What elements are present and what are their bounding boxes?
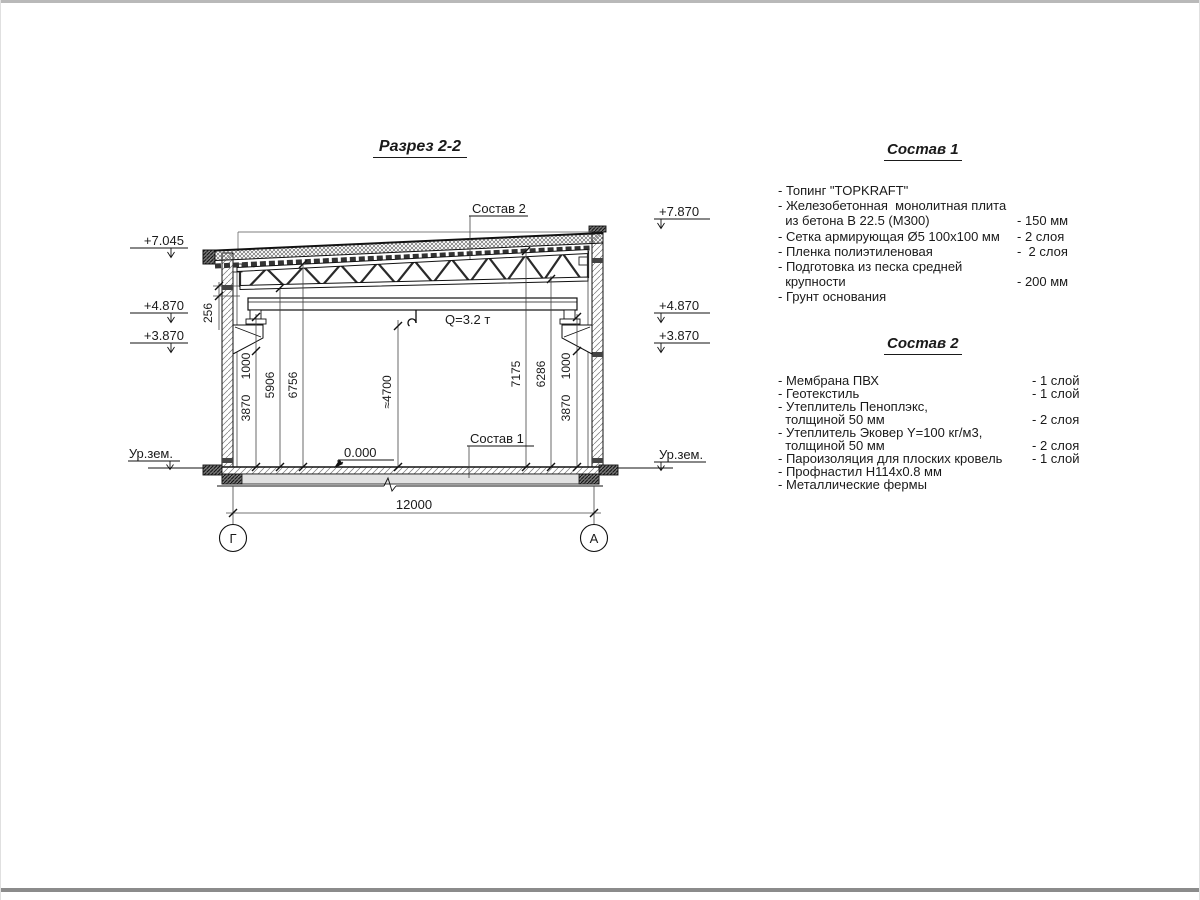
zero-level-label: 0.000 bbox=[344, 445, 377, 460]
elevation-label: +7.870 bbox=[659, 204, 700, 219]
left-corbel bbox=[233, 325, 263, 354]
crane-hook bbox=[408, 310, 416, 326]
elevation-label: +4.870 bbox=[143, 298, 184, 313]
panel2-title-text: Состав 2 bbox=[884, 335, 962, 355]
composition2-list bbox=[778, 374, 1108, 491]
spec-row bbox=[778, 229, 1108, 244]
spec-text: - Топинг "TOPKRAFT" bbox=[778, 183, 909, 198]
dim-1000-right: 1000 bbox=[559, 352, 573, 380]
composition1-list bbox=[778, 183, 1108, 305]
elevation-mark-right-3870 bbox=[654, 328, 710, 353]
spec-row bbox=[778, 289, 1108, 304]
spec-text: - Металлические фермы bbox=[778, 477, 927, 492]
crane-capacity-label: Q=3.2 т bbox=[445, 312, 491, 327]
dim-4700: ≈4700 bbox=[380, 375, 394, 409]
spec-text: - Утеплитель Пеноплэкс, bbox=[778, 399, 928, 414]
spec-row bbox=[778, 198, 1108, 213]
ground-label: Ур.зем. bbox=[128, 446, 173, 461]
dimension-labels bbox=[239, 352, 573, 421]
elevation-mark-left-3870 bbox=[130, 328, 188, 353]
spec-value: - 200 мм bbox=[1017, 274, 1069, 290]
crane-bridge bbox=[246, 298, 580, 324]
spec-text: - Пароизоляция для плоских кровель bbox=[778, 451, 1003, 466]
drawing-title-text: Разрез 2-2 bbox=[373, 138, 467, 158]
elevation-label: +3.870 bbox=[659, 328, 700, 343]
span-dimension bbox=[226, 486, 601, 524]
callout-zero-level bbox=[334, 445, 394, 468]
spec-value: - 2 слоя bbox=[1032, 412, 1080, 427]
spec-value: - 1 слой bbox=[1032, 386, 1080, 401]
dim-6286: 6286 bbox=[534, 360, 548, 388]
elevation-label: +4.870 bbox=[659, 298, 700, 313]
panel2-heading bbox=[884, 335, 962, 352]
grid-letter-left: Г bbox=[229, 531, 237, 546]
ground-level-mark-left bbox=[128, 446, 180, 470]
drawing-title bbox=[320, 138, 520, 156]
elevation-mark-left-7045 bbox=[130, 233, 188, 258]
elevation-label: +7.045 bbox=[143, 233, 184, 248]
ground-level-mark-right bbox=[654, 447, 706, 471]
spec-value: - 2 слоя bbox=[1032, 438, 1080, 453]
spec-text: толщиной 50 мм bbox=[778, 412, 885, 427]
spec-value: - 2 слоя bbox=[1017, 243, 1068, 259]
dim-7175: 7175 bbox=[509, 360, 523, 388]
spec-text: - Железобетонная монолитная плита bbox=[778, 198, 1007, 214]
grid-letter-right: А bbox=[589, 531, 599, 546]
spec-text: - Грунт основания bbox=[778, 289, 887, 305]
spec-text: - Мембрана ПВХ bbox=[778, 373, 879, 388]
elevation-label: +3.870 bbox=[143, 328, 184, 343]
foundation-edge-left bbox=[203, 465, 222, 475]
dim-3870-left: 3870 bbox=[239, 394, 253, 422]
spec-text: - Пленка полиэтиленовая bbox=[778, 243, 933, 259]
spec-text: крупности bbox=[778, 274, 846, 290]
spec-text: толщиной 50 мм bbox=[778, 438, 885, 453]
dim-256: 256 bbox=[201, 302, 215, 324]
spec-text: - Сетка армирующая Ø5 100x100 мм bbox=[778, 228, 1000, 244]
ground-label: Ур.зем. bbox=[659, 447, 704, 462]
dim-3870-right: 3870 bbox=[559, 394, 573, 422]
spec-row bbox=[778, 183, 1108, 198]
span-label: 12000 bbox=[395, 497, 433, 512]
spec-value: - 2 слоя bbox=[1017, 228, 1065, 244]
spec-value: - 1 слой bbox=[1032, 373, 1080, 388]
elevation-mark-right-4870 bbox=[654, 298, 710, 323]
panel1-title-text: Состав 1 bbox=[884, 141, 962, 161]
spec-value: - 150 мм bbox=[1017, 213, 1069, 229]
dim-1000-left: 1000 bbox=[239, 352, 253, 380]
spec-row bbox=[778, 274, 1108, 289]
grid-axis-left bbox=[220, 525, 247, 552]
callout-sostav2-label: Состав 2 bbox=[472, 201, 526, 216]
elevation-mark-right-7870 bbox=[654, 204, 710, 229]
spec-text: - Утеплитель Эковер Y=100 кг/м3, bbox=[778, 425, 983, 440]
dim-5906: 5906 bbox=[263, 371, 277, 399]
elevation-mark-left-4870 bbox=[130, 298, 188, 323]
spec-row bbox=[778, 244, 1108, 259]
callout-sostav1-label: Состав 1 bbox=[470, 431, 524, 446]
roof-fascia bbox=[203, 250, 215, 264]
spec-value: - 1 слой bbox=[1032, 451, 1080, 466]
spec-text: из бетона В 22.5 (М300) bbox=[778, 213, 930, 229]
spec-text: - Геотекстиль bbox=[778, 386, 860, 401]
spec-text: - Подготовка из песка средней bbox=[778, 258, 963, 274]
sand-bed bbox=[222, 474, 599, 484]
spec-row bbox=[778, 259, 1108, 274]
panel1-heading bbox=[884, 141, 962, 158]
spec-row bbox=[778, 478, 1108, 491]
spec-row bbox=[778, 213, 1108, 228]
dim-6756: 6756 bbox=[286, 371, 300, 399]
spec-text: - Профнастил Н114х0.8 мм bbox=[778, 464, 942, 479]
foundation-edge-right bbox=[599, 465, 618, 475]
dim-256-group bbox=[201, 282, 240, 330]
grid-axis-right bbox=[581, 525, 608, 552]
